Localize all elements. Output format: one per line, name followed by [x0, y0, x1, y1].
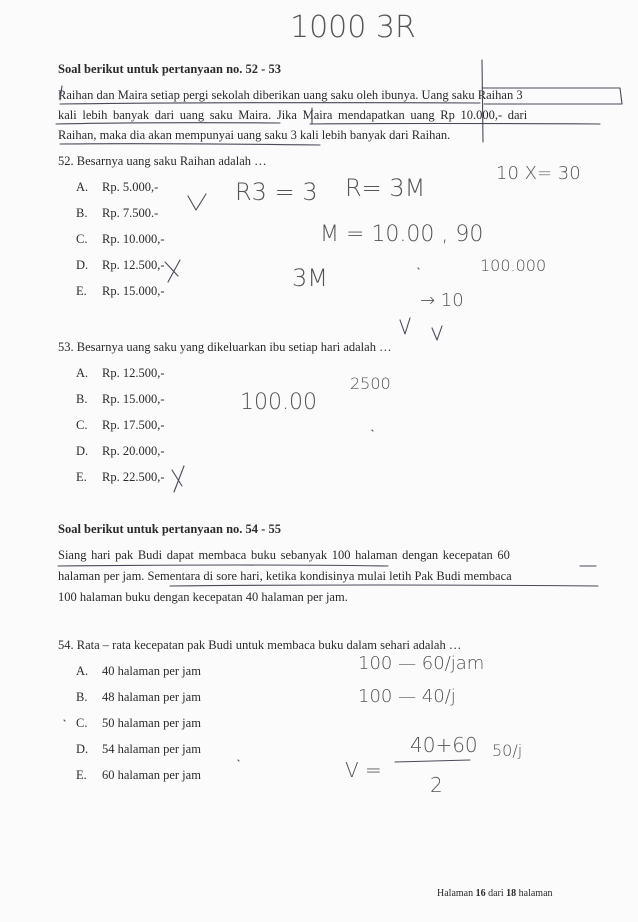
q54-option-c[interactable] [76, 716, 201, 731]
check-mark [188, 194, 206, 210]
option-text: Rp. 10.000,- [102, 232, 165, 246]
option-letter: D. [76, 258, 89, 272]
underline-stroke [170, 585, 598, 586]
hand-note-result: 50/j [492, 741, 523, 760]
q52-option-a[interactable] [76, 180, 158, 195]
option-text: 40 halaman per jam [102, 664, 201, 678]
page-footer [437, 888, 553, 899]
hand-note-m-eq: M = 10.00 , 90 [320, 222, 484, 247]
x-mark [172, 466, 184, 492]
fraction-bar-stroke [395, 760, 470, 762]
q53-option-d[interactable] [76, 444, 165, 459]
q53-option-e[interactable] [76, 470, 165, 485]
option-letter: E. [76, 768, 87, 782]
hand-note-100-60: 100 — 60/jam [358, 653, 485, 674]
hand-note-ten-x: 10 X= 30 [496, 163, 581, 184]
option-text: 60 halaman per jam [102, 768, 201, 782]
paragraph-line-3: Raihan, maka dia akan mempunyai uang saku 3 kali lebih banyak dari Raihan. [58, 128, 451, 142]
underline-stroke [310, 124, 600, 125]
footer-suffix: halaman [518, 888, 553, 899]
q52-option-b[interactable] [76, 206, 158, 221]
q53-option-c[interactable] [76, 418, 165, 433]
option-text: Rp. 12.500,- [102, 258, 165, 272]
question-53: 53. Besarnya uang saku yang dikeluarkan ibu setiap hari adalah … [58, 340, 392, 354]
v-mark [432, 326, 442, 340]
option-letter: B. [76, 392, 88, 406]
paragraph2-line-2: halaman per jam. Sementara di sore hari, ketika kondisinya mulai letih Pak Budi membaca [58, 569, 512, 583]
question-54: 54. Rata – rata kecepatan pak Budi untuk membaca buku dalam sehari adalah … [58, 638, 462, 652]
option-text: Rp. 5.000,- [102, 180, 159, 194]
hand-note-numerator: 40+60 [410, 733, 478, 757]
q53-option-b[interactable] [76, 392, 165, 407]
option-letter: C. [76, 232, 88, 246]
option-letter: E. [76, 470, 87, 484]
hand-note-top: 1000 3R [290, 10, 416, 45]
footer-mid: dari [488, 888, 504, 899]
option-letter: D. [76, 444, 89, 458]
hand-note-100-40: 100 — 40/j [358, 686, 456, 707]
option-text: 48 halaman per jam [102, 690, 201, 704]
hand-note-denominator: 2 [430, 773, 443, 797]
underline-stroke [60, 144, 320, 145]
hand-note-r3m: R= 3M [345, 174, 426, 202]
q52-option-c[interactable] [76, 232, 165, 247]
underline-stroke [58, 565, 388, 566]
q54-option-d[interactable] [76, 742, 201, 757]
section-title-52-53: Soal berikut untuk pertanyaan no. 52 - 53 [58, 62, 281, 76]
paragraph-line-2: kali lebih banyak dari uang saku Maira. Jika Maira mendapatkan uang Rp 10.000,- dari [58, 108, 528, 122]
option-letter: A. [76, 366, 89, 380]
option-text: 54 halaman per jam [102, 742, 201, 756]
option-letter: C. [76, 716, 88, 730]
option-letter: E. [76, 284, 87, 298]
hand-note-v-eq: V = [345, 758, 382, 782]
q52-option-d[interactable] [76, 258, 165, 273]
option-letter: C. [76, 418, 88, 432]
hand-note-100-00: 100.00 [240, 390, 317, 415]
option-letter: A. [76, 664, 89, 678]
option-text: Rp. 7.500.- [102, 206, 159, 220]
hand-note-2500: 2500 [350, 374, 391, 393]
hand-note-3m: 3M [292, 264, 328, 292]
paragraph2-line-3: 100 halaman buku dengan kecepatan 40 halaman per jam. [58, 590, 348, 604]
footer-total-pages: 18 [506, 888, 517, 899]
hand-note-100000: 100.000 [480, 256, 547, 275]
option-text: Rp. 17.500,- [102, 418, 165, 432]
option-text: 50 halaman per jam [102, 716, 201, 730]
option-letter: B. [76, 690, 88, 704]
footer-prefix: Halaman [437, 888, 474, 899]
q53-option-a[interactable] [76, 366, 165, 381]
option-text: Rp. 15.000,- [102, 392, 165, 406]
hand-note-r3: R3 = 3 [235, 178, 318, 206]
x-mark [165, 260, 180, 282]
paragraph-line-1: Raihan dan Maira setiap pergi sekolah diberikan uang saku oleh ibunya. Uang saku Raihan 3 [58, 88, 523, 102]
option-text: Rp. 12.500,- [102, 366, 165, 380]
option-letter: A. [76, 180, 89, 194]
hand-note-arrow-10: → 10 [420, 290, 464, 311]
q52-option-e[interactable] [76, 284, 165, 299]
q54-option-e[interactable] [76, 768, 201, 783]
option-text: Rp. 15.000,- [102, 284, 165, 298]
v-mark [400, 318, 410, 334]
option-letter: B. [76, 206, 88, 220]
section-title-54-55: Soal berikut untuk pertanyaan no. 54 - 55 [58, 522, 281, 536]
q54-option-a[interactable] [76, 664, 201, 679]
paragraph2-line-1: Siang hari pak Budi dapat membaca buku sebanyak 100 halaman dengan kecepatan 60 [58, 548, 510, 562]
option-text: Rp. 20.000,- [102, 444, 165, 458]
q54-option-b[interactable] [76, 690, 201, 705]
option-letter: D. [76, 742, 89, 756]
option-text: Rp. 22.500,- [102, 470, 165, 484]
footer-page-number: 16 [475, 888, 486, 899]
question-52: 52. Besarnya uang saku Raihan adalah … [58, 154, 267, 168]
